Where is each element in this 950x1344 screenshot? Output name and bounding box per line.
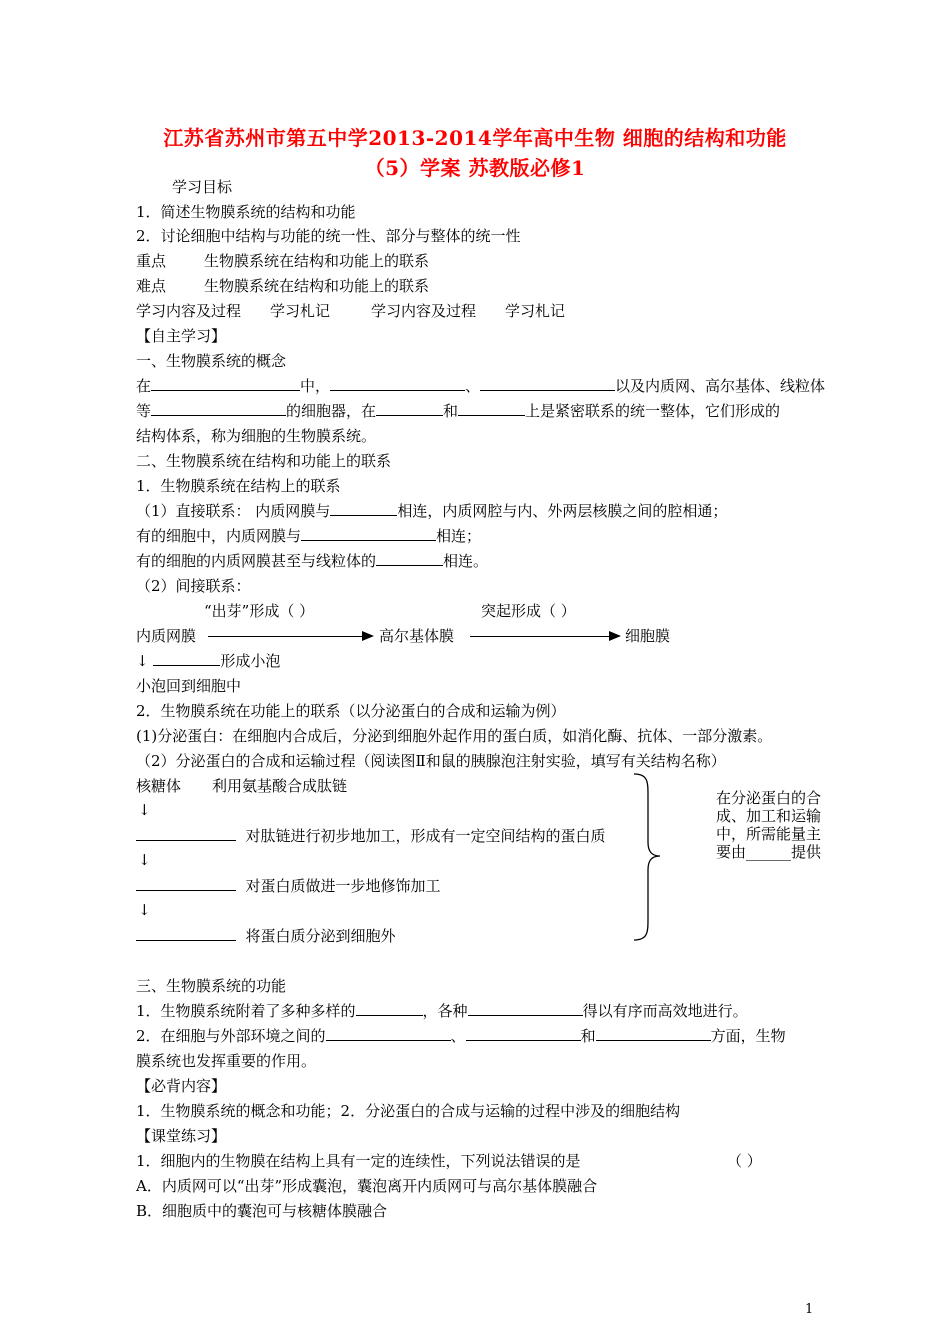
blank[interactable]	[458, 401, 525, 416]
blank[interactable]	[136, 826, 236, 841]
document-title-line2: （5）学案 苏教版必修1	[364, 156, 586, 180]
blank[interactable]	[376, 551, 443, 566]
heading-connections: 二、生物膜系统在结构和功能上的联系	[136, 452, 392, 470]
arrow-golgi-to-cell-membrane	[470, 636, 613, 637]
down-arrow-icon: ↓	[138, 851, 151, 869]
blank[interactable]	[356, 1001, 423, 1016]
blank[interactable]	[136, 926, 236, 941]
fill-line-process-3: 将蛋白质分泌到细胞外	[136, 926, 396, 946]
section-self-study: 【自主学习】	[136, 327, 227, 345]
goal-1: 1．简述生物膜系统的结构和功能	[136, 203, 356, 221]
arrow-er-to-golgi	[208, 636, 366, 637]
golgi-membrane-label: 高尔基体膜	[379, 627, 455, 645]
blank[interactable]	[466, 1026, 581, 1041]
secretory-process-instruction: （2）分泌蛋白的合成和运输过程（阅读图Ⅱ和鼠的胰腺泡注射实验，填写有关结构名称）	[136, 752, 726, 770]
blank[interactable]	[480, 376, 615, 391]
section-must-memorize: 【必背内容】	[136, 1077, 227, 1095]
er-membrane-label: 内质网膜	[136, 627, 197, 645]
vesicle-return-text: 小泡回到细胞中	[136, 677, 242, 695]
down-arrow-icon: ↓	[138, 801, 151, 819]
blank[interactable]	[376, 401, 443, 416]
arrow-head-icon	[609, 631, 621, 641]
option-a[interactable]: A．内质网可以“出芽”形成囊泡，囊泡离开内质网可与高尔基体膜融合	[136, 1177, 598, 1195]
blank[interactable]	[301, 526, 436, 541]
subheading-functional: 2．生物膜系统在功能上的联系（以分泌蛋白的合成和运输为例）	[136, 702, 566, 720]
fill-line-process-1: 对肽链进行初步地加工，形成有一定空间结构的蛋白质	[136, 826, 606, 846]
blank[interactable]	[330, 376, 465, 391]
budding-label: “出芽”形成（ ）	[204, 602, 315, 620]
page-number: 1	[805, 1302, 814, 1317]
blank[interactable]	[151, 401, 286, 416]
answer-bracket[interactable]: （ ）	[727, 1152, 762, 1170]
question-1: 1．细胞内的生物膜在结构上具有一定的连续性，下列说法错误的是	[136, 1152, 581, 1170]
fill-line-direct-3: 有的细胞的内质网膜甚至与线粒体的 相连。	[136, 552, 489, 570]
blank[interactable]	[153, 651, 220, 666]
fill-line-function-2: 2．在细胞与外部环境之间的 、 和 方面，生物	[136, 1027, 786, 1045]
document-title-line1: 江苏省苏州市第五中学2013-2014学年高中生物 细胞的结构和功能	[163, 126, 787, 150]
blank[interactable]	[330, 501, 397, 516]
function-text-end: 膜系统也发挥重要的作用。	[136, 1052, 317, 1070]
indirect-connection-label: （2）间接联系：	[136, 577, 251, 595]
blank[interactable]	[136, 876, 236, 891]
heading-concept: 一、生物膜系统的概念	[136, 352, 287, 370]
energy-side-note: 在分泌蛋白的合成、加工和运输中，所需能量主要由______提供	[716, 789, 822, 861]
ribosome-function: 利用氨基酸合成肽链	[212, 777, 348, 795]
section-learning-goals: 学习目标	[172, 178, 233, 196]
section-class-practice: 【课堂练习】	[136, 1127, 227, 1145]
column-header-notes-2: 学习札记	[505, 302, 566, 320]
secretory-protein-definition: (1)分泌蛋白：在细胞内合成后，分泌到细胞外起作用的蛋白质，如消化酶、抗体、一部分激素。	[136, 727, 773, 745]
fill-line-vesicle: ↓ 形成小泡	[136, 652, 281, 670]
cell-membrane-label: 细胞膜	[625, 627, 671, 645]
key-point-text: 生物膜系统在结构和功能上的联系	[204, 252, 430, 270]
option-b[interactable]: B．细胞质中的囊泡可与核糖体膜融合	[136, 1202, 388, 1220]
blank[interactable]	[468, 1001, 583, 1016]
ribosome-label: 核糖体	[136, 777, 182, 795]
fill-line-direct-1: （1）直接联系： 内质网膜与 相连，内质网腔与内、外两层核膜之间的腔相通；	[136, 502, 728, 520]
fill-line-process-2: 对蛋白质做进一步地修饰加工	[136, 876, 441, 896]
column-header-content: 学习内容及过程	[136, 302, 242, 320]
fill-line-direct-2: 有的细胞中，内质网膜与 相连；	[136, 527, 482, 545]
blank[interactable]	[151, 376, 300, 391]
column-header-notes: 学习札记	[270, 302, 331, 320]
heading-function: 三、生物膜系统的功能	[136, 977, 287, 995]
goal-2: 2．讨论细胞中结构与功能的统一性、部分与整体的统一性	[136, 227, 521, 245]
arrow-head-icon	[362, 631, 374, 641]
fill-line-function-1: 1．生物膜系统附着了多种多样的 ，各种 得以有序而高效地进行。	[136, 1002, 748, 1020]
right-brace-icon	[630, 772, 666, 942]
blank[interactable]	[326, 1026, 451, 1041]
concept-text-end: 结构体系，称为细胞的生物膜系统。	[136, 427, 377, 445]
fill-line-concept-1: 在 中， 、 以及内质网、高尔基体、线粒体	[136, 377, 826, 395]
must-memorize-content: 1．生物膜系统的概念和功能；2．分泌蛋白的合成与运输的过程中涉及的细胞结构	[136, 1102, 681, 1120]
subheading-structural: 1．生物膜系统在结构上的联系	[136, 477, 341, 495]
difficult-point-text: 生物膜系统在结构和功能上的联系	[204, 277, 430, 295]
down-arrow-icon: ↓	[138, 901, 151, 919]
fill-line-concept-2: 等 的细胞器，在 和 上是紧密联系的统一整体，它们形成的	[136, 402, 781, 420]
protrusion-label: 突起形成（ ）	[481, 602, 576, 620]
key-point-label: 重点	[136, 252, 167, 270]
column-header-content-2: 学习内容及过程	[371, 302, 477, 320]
difficult-point-label: 难点	[136, 277, 167, 295]
blank[interactable]	[596, 1026, 711, 1041]
